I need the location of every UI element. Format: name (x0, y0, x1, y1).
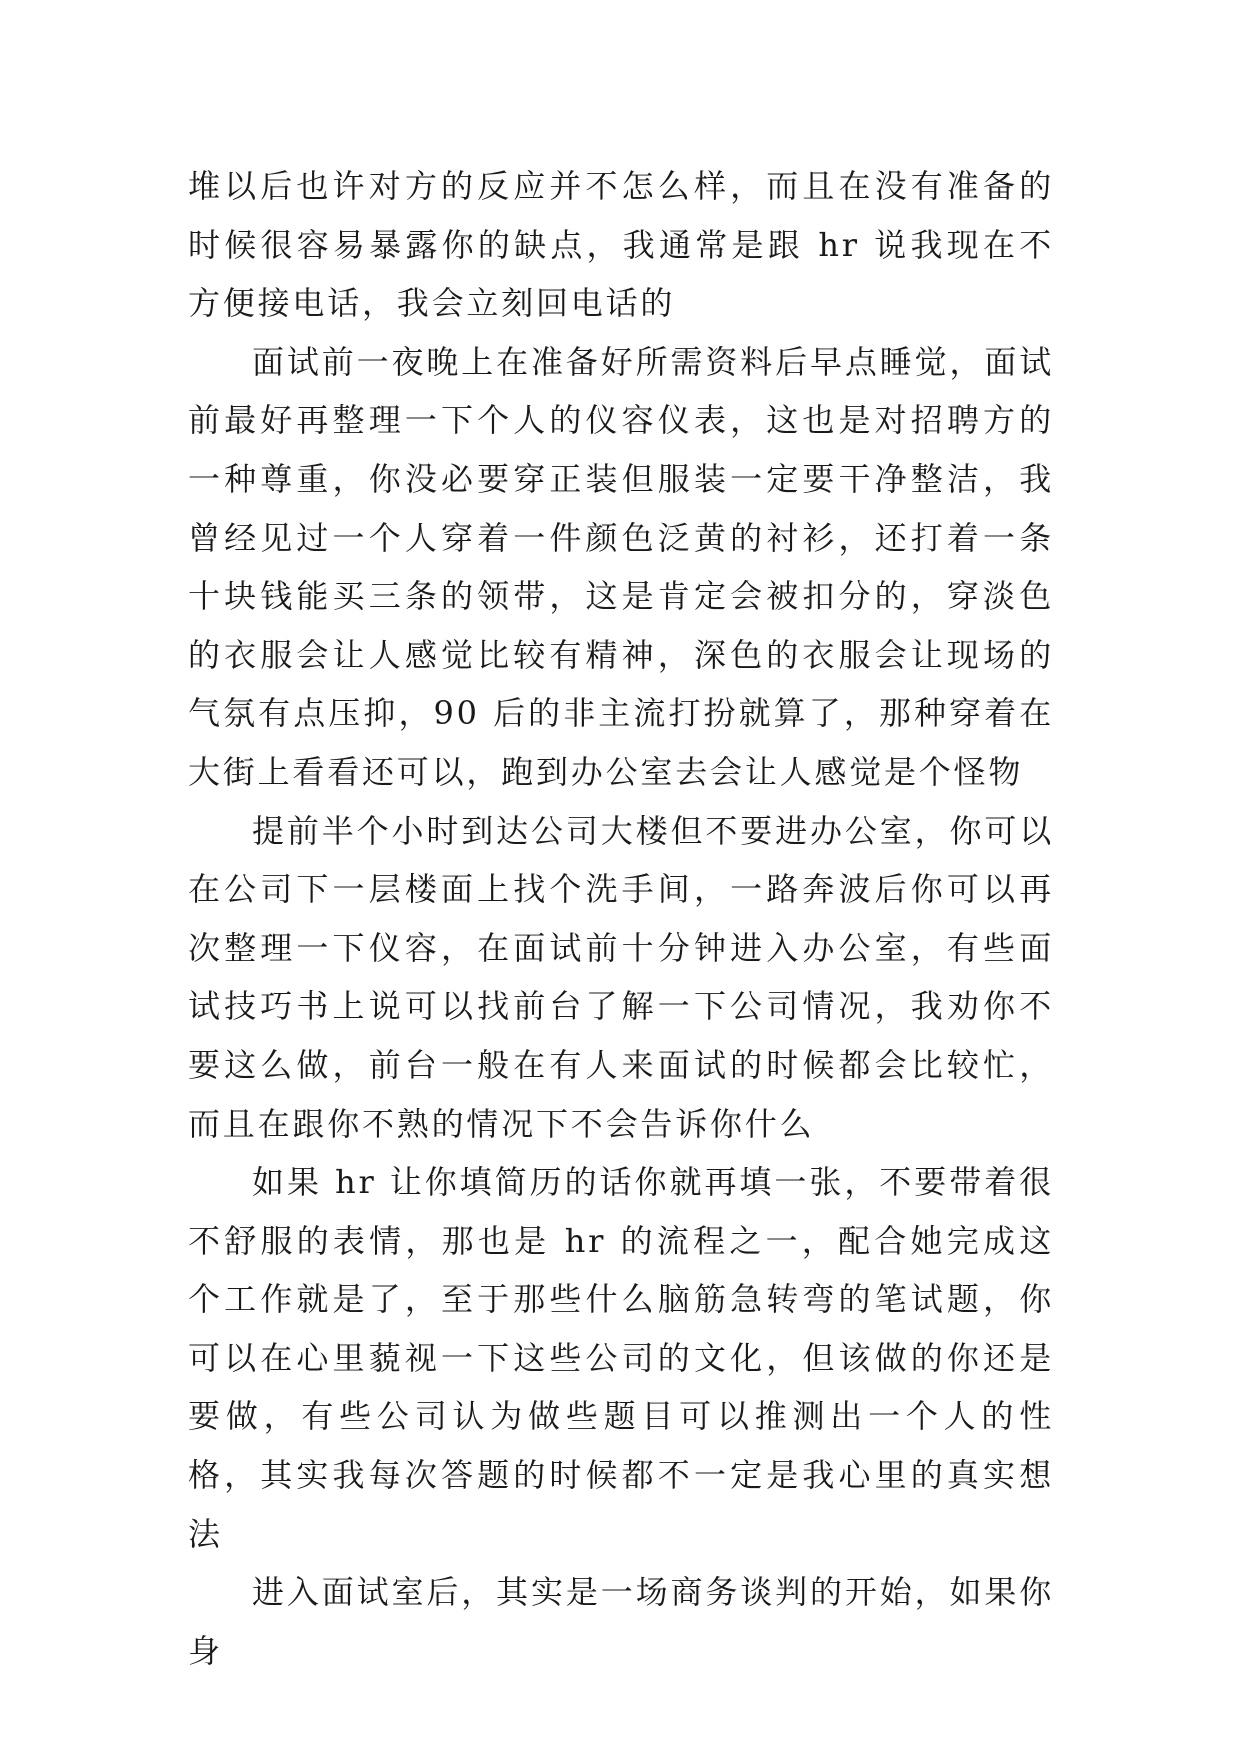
paragraph-5: 进入面试室后，其实是一场商务谈判的开始，如果你身 (188, 1573, 1054, 1670)
body-text (188, 157, 1054, 1680)
paragraph-2: 面试前一夜晚上在准备好所需资料后早点睡觉，面试前最好再整理一下个人的仪容仪表，这也是对招聘方的一种尊重，你没必要穿正装但服装一定要干净整洁，我曾经见过一个人穿着一件颜色泛黄的衬衫，还打着一条十块钱能买三条的领带，这是肯定会被扣分的，穿淡色的衣服会让人感觉比较有精神，深色的衣服会让现场的气氛有点压抑，90 后的非主流打扮就算了，那种穿着在大街上看看还可以，跑到办公室去会让人感觉是个怪物 (188, 342, 1054, 791)
paragraph-4: 如果 hr 让你填简历的话你就再填一张，不要带着很不舒服的表情，那也是 hr 的流程之一，配合她完成这个工作就是了，至于那些什么脑筋急转弯的笔试题，你可以在心里藐视一下这些公司的文化，但该做的你还是要做，有些公司认为做些题目可以推测出一个人的性格，其实我每次答题的时候都不一定是我心里的真实想法 (188, 1163, 1054, 1553)
paragraph-1: 堆以后也许对方的反应并不怎么样，而且在没有准备的时候很容易暴露你的缺点，我通常是跟 hr 说我现在不方便接电话，我会立刻回电话的 (188, 167, 1054, 323)
paragraph-3: 提前半个小时到达公司大楼但不要进办公室，你可以在公司下一层楼面上找个洗手间，一路奔波后你可以再次整理一下仪容，在面试前十分钟进入办公室，有些面试技巧书上说可以找前台了解一下公司情况，我劝你不要这么做，前台一般在有人来面试的时候都会比较忙，而且在跟你不熟的情况下不会告诉你什么 (188, 811, 1054, 1143)
